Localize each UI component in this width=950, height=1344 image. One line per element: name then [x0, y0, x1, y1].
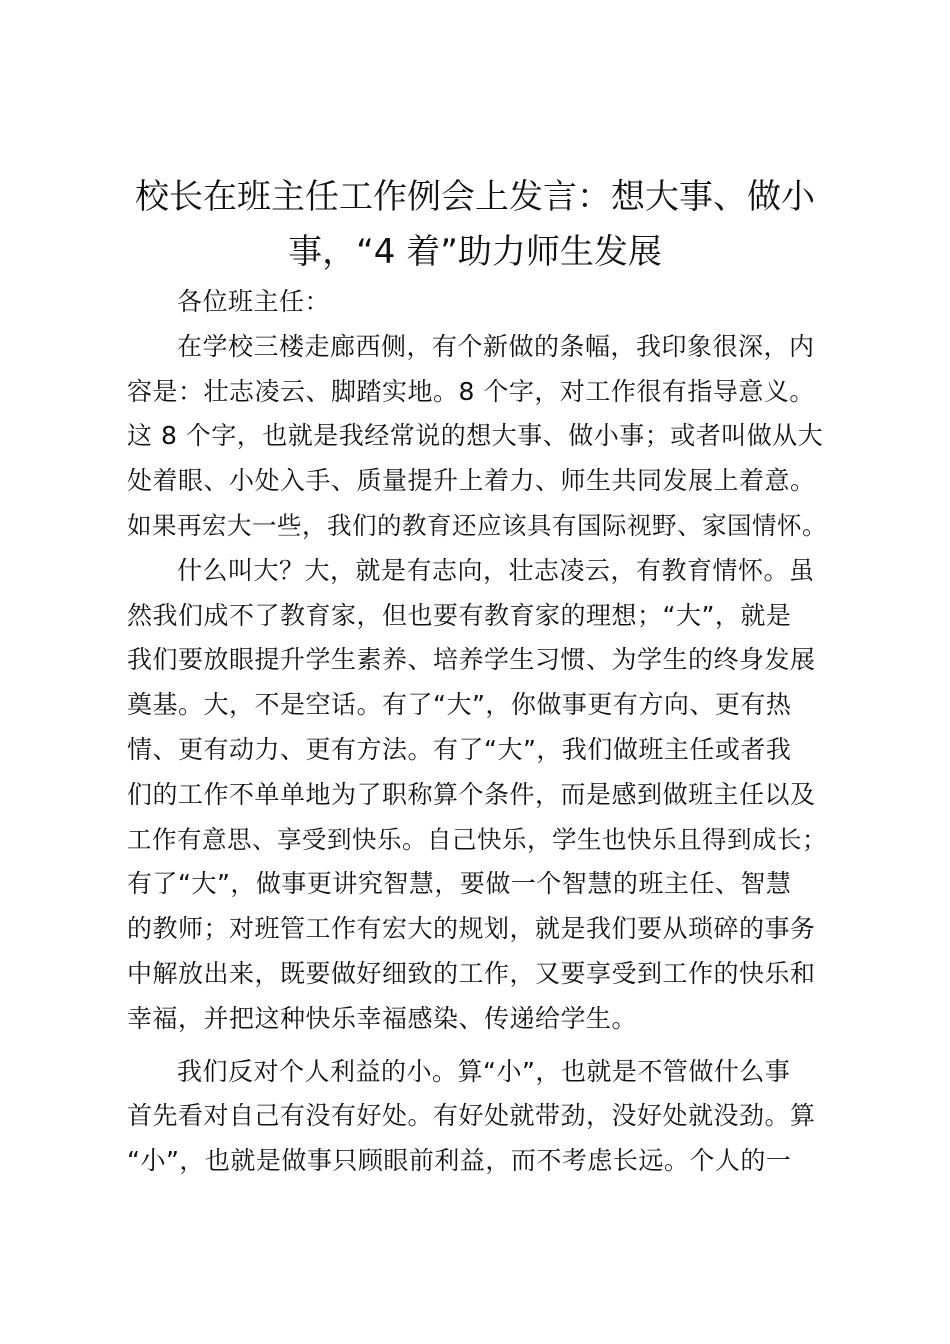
text-line: 然我们成不了教育家，但也要有教育家的理想；“大”，就是: [127, 600, 792, 630]
text-line: 的教师；对班管工作有宏大的规划，就是我们要从琐碎的事务: [127, 914, 816, 944]
text-line: 工作有意思、享受到快乐。自己快乐，学生也快乐且得到成长；: [127, 824, 827, 854]
text-line: 奠基。大，不是空话。有了“大”，你做事更有方向、更有热: [127, 690, 792, 720]
text-line: 处着眼、小处入手、质量提升上着力、师生共同发展上着意。: [127, 466, 816, 496]
body-paragraph: [127, 325, 839, 549]
document-body: [127, 280, 839, 1184]
text-line: 幸福，并把这种快乐幸福感染、传递给学生。: [127, 1003, 638, 1033]
text-line: 什么叫大？大，就是有志向，壮志凌云，有教育情怀。虽: [177, 555, 815, 585]
text-line: 首先看对自己有没有好处。有好处就带劲，没好处就没劲。算: [127, 1101, 816, 1131]
text-line: 情、更有动力、更有方法。有了“大”，我们做班主任或者我: [127, 734, 792, 764]
text-line: 我们要放眼提升学生素养、培养学生习惯、为学生的终身发展: [127, 645, 816, 675]
text-line: “小”，也就是做事只顾眼前利益，而不考虑长远。个人的一: [127, 1146, 792, 1176]
title-line: 事，“4 着”助力师生发展: [288, 232, 662, 272]
text-line: 有了“大”，做事更讲究智慧，要做一个智慧的班主任、智慧: [127, 869, 792, 899]
document-title: [100, 170, 850, 280]
salutation-paragraph: [127, 280, 839, 325]
text-line: 如果再宏大一些，我们的教育还应该具有国际视野、家国情怀。: [127, 510, 827, 540]
text-line: 在学校三楼走廊西侧，有个新做的条幅，我印象很深，内: [177, 331, 815, 361]
text-line: 们的工作不单单地为了职称算个条件，而是感到做班主任以及: [127, 779, 816, 809]
text-line: 容是：壮志凌云、脚踏实地。8 个字，对工作很有指导意义。: [127, 376, 815, 406]
text-line: 中解放出来，既要做好细致的工作，又要享受到工作的快乐和: [127, 958, 816, 988]
text-line: 这 8 个字，也就是我经常说的想大事、做小事；或者叫做从大: [127, 421, 824, 451]
title-line: 校长在班主任工作例会上发言：想大事、做小: [135, 177, 815, 217]
text-line: 我们反对个人利益的小。算“小”，也就是不管做什么事: [177, 1056, 791, 1086]
body-paragraph: [127, 1050, 839, 1184]
text-line: 各位班主任：: [177, 287, 331, 316]
body-paragraph: [127, 549, 839, 1042]
